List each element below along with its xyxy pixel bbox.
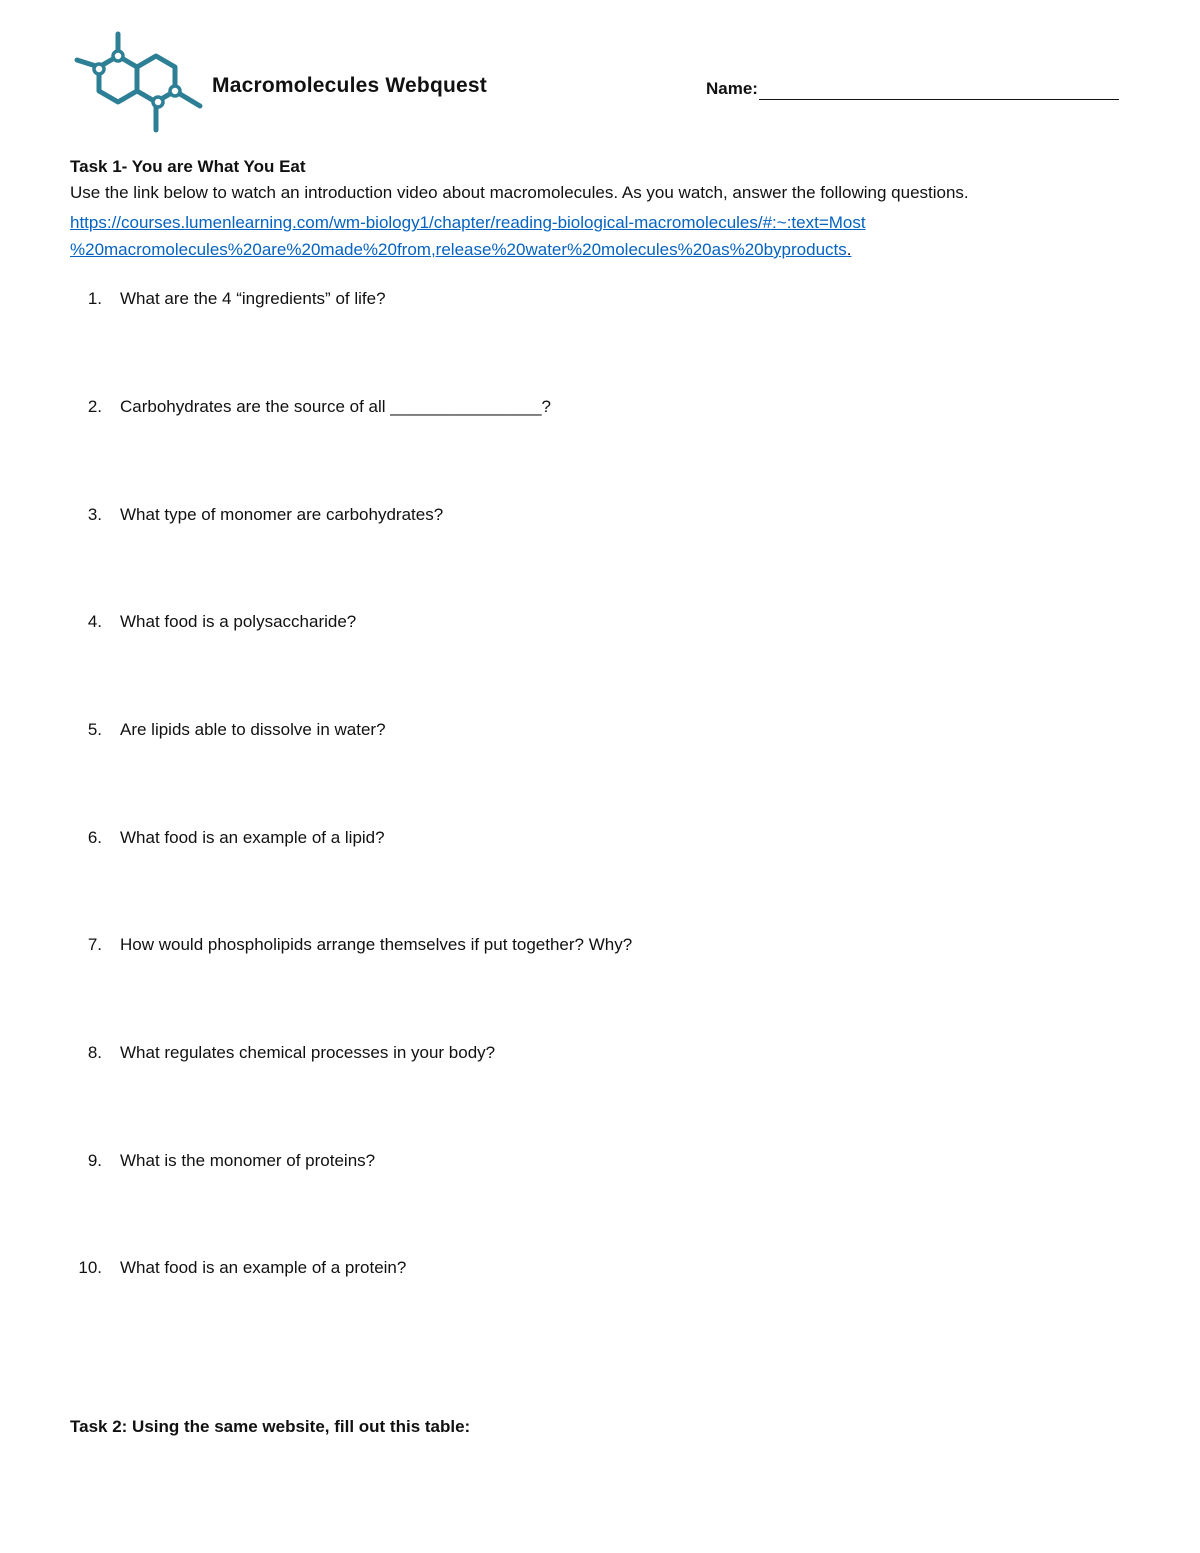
question-number: 7. [87, 935, 102, 954]
task2-heading: Task 2: Using the same website, fill out this table: [70, 1417, 471, 1436]
question-text: What food is a polysaccharide? [120, 612, 357, 631]
task1-instructions: Use the link below to watch an introduction video about macromolecules. As you watch, answer the following questions. [70, 183, 969, 202]
question-number: 5. [87, 720, 102, 739]
question-text: Carbohydrates are the source of all ________________? [120, 397, 551, 416]
resource-link-line1[interactable]: https://courses.lumenlearning.com/wm-biology1/chapter/reading-biological-macromolecules/#:~:text=Most [70, 213, 866, 232]
question-text: What regulates chemical processes in your body? [120, 1043, 496, 1062]
question-item [62, 720, 386, 740]
question-item [62, 612, 356, 632]
question-number: 4. [87, 612, 102, 631]
name-blank-line[interactable] [759, 99, 1119, 100]
question-text: How would phospholipids arrange themselves if put together? Why? [120, 935, 633, 954]
question-item [62, 505, 443, 525]
question-number: 9. [87, 1151, 102, 1170]
question-text: What are the 4 “ingredients” of life? [120, 289, 386, 308]
question-text: What is the monomer of proteins? [120, 1151, 376, 1170]
question-item [62, 289, 386, 309]
question-number: 1. [87, 289, 102, 308]
question-number: 3. [87, 505, 102, 524]
question-item [62, 1151, 375, 1171]
question-text: Are lipids able to dissolve in water? [120, 720, 386, 739]
question-number: 8. [87, 1043, 102, 1062]
question-number: 2. [87, 397, 102, 416]
question-number: 10. [78, 1258, 102, 1277]
question-item [62, 397, 551, 417]
question-item [62, 1258, 406, 1278]
document-title: Macromolecules Webquest [212, 74, 487, 97]
name-label: Name: [706, 79, 758, 98]
task1-heading: Task 1- You are What You Eat [70, 157, 306, 176]
resource-link-line2[interactable]: %20macromolecules%20are%20made%20from,release%20water%20molecules%20as%20byproducts [70, 240, 847, 259]
link-period: . [846, 240, 852, 259]
question-item [62, 1043, 495, 1063]
question-number: 6. [87, 828, 102, 847]
molecule-logo-icon [72, 30, 208, 134]
resource-link[interactable] [70, 209, 866, 263]
question-text: What food is an example of a lipid? [120, 828, 385, 847]
question-item [62, 935, 632, 955]
question-item [62, 828, 385, 848]
question-text: What type of monomer are carbohydrates? [120, 505, 444, 524]
question-text: What food is an example of a protein? [120, 1258, 407, 1277]
